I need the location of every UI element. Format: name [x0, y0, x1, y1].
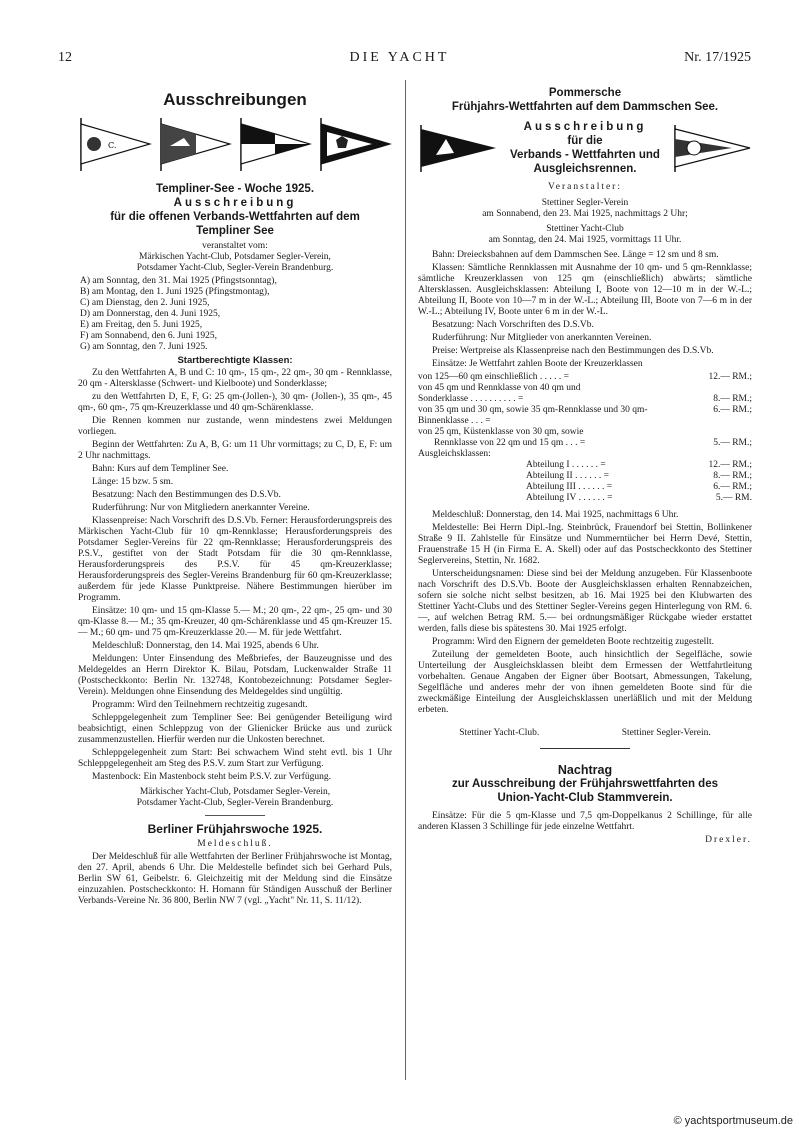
nachtrag-text: Einsätze: Für die 5 qm-Klasse und 7,5 qm-Doppelkanus 2 Schillinge, für alle anderen Klassen 3 Schillinge für jede einzelne Wettfahrt.	[418, 811, 752, 832]
pommern-header-block	[418, 120, 752, 176]
fee-label: Ausgleichsklassen:	[418, 449, 491, 459]
pommern-fuer: für die	[567, 135, 603, 147]
watermark: © yachtsportmuseum.de	[673, 1115, 793, 1127]
program: Programm: Wird den Teilnehmern rechtzeitig zugesandt.	[92, 700, 308, 710]
pommern-verbands: Verbands - Wettfahrten und	[510, 149, 660, 161]
distance: Länge: 15 bzw. 5 sm.	[92, 477, 174, 487]
column-divider	[405, 80, 406, 1080]
pommern-ausschreibung: Ausschreibung	[523, 121, 647, 133]
fee-value: 8.— RM.;	[713, 471, 752, 481]
fee-value: 8.— RM.;	[713, 394, 752, 404]
svg-text:C.: C.	[108, 141, 117, 150]
templin-organizer-intro: veranstaltet vom:	[202, 241, 268, 251]
fee-row	[418, 372, 752, 383]
date-item: B) am Montag, den 1. Juni 1925 (Pfingstmontag),	[80, 287, 270, 297]
fee-label: von 25 qm, Küstenklasse von 30 qm, sowie	[418, 427, 584, 437]
nachtrag-signer: Drexler.	[705, 835, 752, 845]
fee-label: Sonderklasse . . . . . . . . . . =	[418, 394, 524, 404]
templin-signature	[78, 787, 392, 809]
fee-value: 6.— RM.;	[713, 482, 752, 492]
crew: Besatzung: Nach den Bestimmungen des D.S.Vb.	[92, 490, 281, 500]
classes-paragraph: zu den Wettfahrten D, E, F, G: 25 qm-(Jollen-), 30 qm- (Jollen-), 35 qm-, 45 qm-, 60 qm-, 75 qm-Kreuzerklasse und 40 qm-Schärenklasse.	[78, 392, 392, 413]
templin-title: Templiner-See - Woche 1925.	[155, 183, 315, 195]
fee-label: Abteilung I . . . . . . =	[526, 460, 606, 470]
fee-label: von 125—60 qm einschließlich . . . . . =	[418, 372, 570, 382]
nachtrag-club: Union-Yacht-Club Stammverein.	[497, 792, 673, 804]
pommern-deadline: Meldeschluß: Donnerstag, den 14. Mai 1925, nachmittags 6 Uhr.	[432, 510, 679, 520]
fee-value: 6.— RM.;	[713, 405, 752, 415]
date-item: E) am Freitag, den 5. Juni 1925,	[80, 320, 203, 330]
registrations: Meldungen: Unter Einsendung des Meßbriefes, der Bauzeugnisse und des Meldegeldes an Herrn Direktor K. Bilau, Potsdam, Luckenwalder Straße 11 (Postscheckkonto: Berlin Nr. 132748, Kontobezeichnung: Potsdamer Segler-Verein). Meldungen ohne Einsendung des Meldegeldes sind ungültig.	[78, 654, 392, 697]
berlin-text: Der Meldeschluß für alle Wettfahrten der Berliner Frühjahrswoche ist Montag, den 27. April, abends 6 Uhr. Die Meldestelle befindet sich bei Gerhard Puls, Berlin SW 61, Geibelstr. 6. Gleichzeitig mit der Meldung sind die Einsätze einzuzahlen. Postscheckkonto: H. Homann für Ständigen Ausschuß der Berliner Verbands-Vereine Nr. 36 800, Berlin NW 7 (vgl. „Yacht" Nr. 11, S. 11/12).	[78, 852, 392, 906]
mast-crane: Mastenbock: Ein Mastenbock steht beim P.S.V. zur Verfügung.	[92, 772, 331, 782]
pommern-organizer-intro: Veranstalter:	[547, 182, 622, 192]
date-item: G) am Sonntag, den 7. Juni 1925.	[80, 342, 208, 352]
pommern-org-1-date: am Sonnabend, den 23. Mai 1925, nachmittags 2 Uhr;	[482, 209, 688, 219]
helmsman: Ruderführung: Nur von Mitgliedern anerkannter Vereine.	[92, 503, 310, 513]
pommern-course: Bahn: Dreiecksbahnen auf dem Dammschen See. Länge = 12 sm und 8 sm.	[432, 250, 719, 260]
pommern-org-1: Stettiner Segler-Verein	[541, 198, 629, 208]
section-divider	[205, 815, 265, 816]
towing-start: Schleppgelegenheit zum Start: Bei schwachem Wind steht evtl. bis 1 Uhr Schleppgelegenheit am Steg des P.S.V. zum Start zur Verfügung.	[78, 748, 392, 769]
templin-subtitle: für die offenen Verbands-Wettfahrten auf dem	[110, 211, 360, 223]
course: Bahn: Kurs auf dem Templiner See.	[92, 464, 229, 474]
fee-row	[418, 449, 752, 460]
berlin-subtitle: Meldeschluß.	[197, 839, 273, 849]
pommern-crew: Besatzung: Nach Vorschriften des D.S.Vb.	[432, 320, 594, 330]
classes-paragraph: Zu den Wettfahrten A, B und C: 10 qm-, 15 qm-, 22 qm-, 30 qm - Rennklasse, 20 qm - Altersklasse (Schwert- und Kielboote) und Sonderklasse;	[78, 368, 392, 389]
fee-value: 12.— RM.;	[708, 372, 752, 382]
signature-right: Stettiner Segler-Verein.	[621, 728, 711, 738]
prizes: Klassenpreise: Nach Vorschrift des D.S.Vb. Ferner: Herausforderungspreis des Märkischen Yacht-Club für 10 qm-Rennklasse; Herausforderungspreis des Potsdamer Segler-Vereins für 22 qm-Rennklasse; Herausforderungspreis des P.S.V., gestiftet von der Stadt Potsdam für die 30 qm-Rennklasse, Herausforderungspreis des P.S.V. für 45 qm-Kreuzerklasse; Herausforderungspreis des Segler-Vereins Brandenburg für 60 qm-Kreuzerklasse; außerdem für jede Klasse Punktpreise. Nähere Bestimmungen hierüber im Programm.	[78, 516, 392, 603]
club-flag-3-icon	[238, 116, 312, 172]
pommern-prizes: Preise: Wertpreise als Klassenpreise nach den Bestimmungen des D.S.Vb.	[432, 346, 714, 356]
journal-title: DIE YACHT	[349, 50, 450, 65]
fee-label: Abteilung III . . . . . . =	[526, 482, 613, 492]
templin-ausschreibung: Ausschreibung	[173, 197, 297, 209]
entry-fees: Einsätze: 10 qm- und 15 qm-Klasse 5.— M.; 20 qm-, 22 qm-, 25 qm- und 30 qm-Klasse 8.— M.; 35 qm-Kreuzer, 40 qm-Schärenklasse und 45 qm-Kreuzer 15.— M.; 60 qm- und 75 qm-Kreuzerklasse 20.— M. für jede Wettfahrt.	[78, 606, 392, 638]
pommern-title-2: Frühjahrs-Wettfahrten auf dem Dammschen See.	[451, 101, 719, 113]
date-item: F) am Sonnabend, den 6. Juni 1925,	[80, 331, 217, 341]
fee-row	[418, 471, 752, 482]
nachtrag-subtitle: zur Ausschreibung der Frühjahrswettfahrten des	[451, 778, 719, 790]
fee-label: von 45 qm und Rennklasse von 40 qm und	[418, 383, 581, 393]
right-column	[418, 84, 752, 848]
fee-value	[688, 427, 752, 438]
pommern-title: Pommersche	[548, 87, 622, 99]
nachtrag-title: Nachtrag	[557, 763, 613, 777]
fee-row	[418, 383, 752, 394]
date-item: C) am Dienstag, den 2. Juni 1925,	[80, 298, 210, 308]
pommern-org-2: Stettiner Yacht-Club	[546, 224, 624, 234]
signature-line: Märkischer Yacht-Club, Potsdamer Segler-Verein,	[139, 787, 331, 797]
fee-value: 5.— RM.	[715, 493, 752, 503]
fee-row	[418, 427, 752, 438]
section-title: Ausschreibungen	[163, 90, 307, 109]
pommern-helmsman: Ruderführung: Nur Mitglieder von anerkannten Vereinen.	[432, 333, 652, 343]
club-flag-4-icon	[318, 116, 392, 172]
section-divider	[540, 748, 630, 749]
pommern-ausgleich: Ausgleichsrennen.	[533, 163, 637, 175]
towing: Schleppgelegenheit zum Templiner See: Bei genügender Beteiligung wird beabsichtigt, einen Schleppzug von der Glienicker Brücke aus und zurück zusammenzustellen. Hierfür werden nur die Unkosten berechnet.	[78, 713, 392, 745]
templin-dates	[80, 276, 392, 353]
pommern-org-2-date: am Sonntag, den 24. Mai 1925, vormittags 11 Uhr.	[488, 235, 682, 245]
fee-value	[688, 383, 752, 394]
templin-organizer-line: Potsdamer Yacht-Club, Segler-Verein Brandenburg.	[136, 263, 334, 273]
fee-value: 5.— RM.;	[713, 438, 752, 448]
entry-deadline: Meldeschluß: Donnerstag, den 14. Mai 1925, abends 6 Uhr.	[92, 641, 319, 651]
classes-heading: Startberechtigte Klassen:	[177, 355, 293, 366]
issue-number: Nr. 17/1925	[684, 50, 751, 65]
club-flag-1-icon	[78, 116, 152, 172]
fee-row	[418, 460, 752, 471]
fee-row	[418, 438, 752, 449]
fee-label: Abteilung II . . . . . . =	[526, 471, 609, 481]
templin-organizer-line: Märkischen Yacht-Club, Potsdamer Segler-Verein,	[139, 252, 331, 262]
date-item: D) am Donnerstag, den 4. Juni 1925,	[80, 309, 221, 319]
pommern-allocation: Zuteilung der gemeldeten Boote, auch hinsichtlich der Segelfläche, sowie Unterteilung der Ausgleichsklassen bleibt dem Ermessen der Wettfahrtleitung vorbehalten. Genaue Angaben der Eigner über Bootsart, Abmessungen, Takelung, Segelfläche und anderes mehr der von ihnen gemeldeten Boote sind für die zweckmäßige Einteilung der Ausgleichsklassen unerläßlich und mit der Meldung erbeten.	[418, 650, 752, 715]
fee-row	[418, 493, 752, 504]
fee-label: Rennklasse von 22 qm und 15 qm . . . =	[434, 438, 586, 448]
page-number: 12	[58, 50, 72, 65]
pommern-program: Programm: Wird den Eignern der gemeldeten Boote rechtzeitig zugestellt.	[432, 637, 714, 647]
signature-left: Stettiner Yacht-Club.	[459, 728, 540, 738]
pommern-signatures	[418, 728, 752, 738]
classes-note: Die Rennen kommen nur zustande, wenn mindestens zwei Meldungen vorliegen.	[78, 416, 392, 437]
left-column	[78, 84, 392, 909]
club-flags	[78, 116, 392, 172]
club-flag-stettin-2-icon	[672, 123, 752, 173]
signature-line: Potsdamer Yacht-Club, Segler-Verein Brandenburg.	[136, 798, 334, 808]
fee-value: 12.— RM.;	[708, 460, 752, 470]
club-flag-2-icon	[158, 116, 232, 172]
templin-lake: Templiner See	[196, 225, 274, 237]
pommern-fees-intro: Einsätze: Je Wettfahrt zahlen Boote der Kreuzerklassen	[432, 359, 643, 369]
fee-row	[418, 482, 752, 493]
pommern-identification: Unterscheidungsnamen: Diese sind bei der Meldung anzugeben. Für Klassenboote nach Vorschrift des D.S.Vb. Boote der Ausgleichsklassen erhalten Rennabzeichen, sofern sie solche nicht selbst besitzen, ab 16. Mai 1925 bei den Klubwarten des Stettiner Yacht-Clubs und des Stettiner Segler-Vereins gegen Hinterlegung von RM. 6.—, auf welchen Betrag RM. 5.— bei ordnungsmäßiger Rückgabe wieder erstattet werden, falls diese bis spätestens 30. Mai 1925 erfolgt.	[418, 569, 752, 634]
fee-row	[418, 405, 752, 427]
pommern-classes: Klassen: Sämtliche Rennklassen mit Ausnahme der 10 qm- und 5 qm-Rennklasse; sämtliche Kreuzerklassen von 125 qm (einschließlich) abwärts; sämtliche Altersklassen. Ausgleichsklassen: Abteilung I, Boote von 12—10 m in der W.-L.; Abteilung II, Boote von 10—7 m in der W.-L.; Abteilung III, Boote von 7—6 m in der W.-L.; Abteilung IV, Boote unter 6 m in der W.-L.	[418, 263, 752, 317]
club-flag-stettin-1-icon	[418, 123, 498, 173]
fee-row	[418, 394, 752, 405]
berlin-title: Berliner Frühjahrswoche 1925.	[147, 822, 323, 836]
fees-table	[418, 372, 752, 504]
start-times: Beginn der Wettfahrten: Zu A, B, G: um 11 Uhr vormittags; zu C, D, E, F: um 2 Uhr nachmittags.	[78, 440, 392, 461]
pommern-registration-office: Meldestelle: Bei Herrn Dipl.-Ing. Steinbrück, Frauendorf bei Stettin, Bollinkener Straße 9 II. Zahlstelle für Einsätze und Nummerntücher bei Herrn Devé, Stettin, Frauenstraße 15 H (in Firma E. A. Skell) oder auf das Postscheckkonto des Stettiner Seglervereins, Stettin, Nr. 1682.	[418, 523, 752, 566]
date-item: A) am Sonntag, den 31. Mai 1925 (Pfingstsonntag),	[80, 276, 277, 286]
fee-label: Abteilung IV . . . . . . =	[526, 493, 613, 503]
fee-label: von 35 qm und 30 qm, sowie 35 qm-Rennklasse und 30 qm-Binnenklasse . . . =	[418, 405, 648, 426]
